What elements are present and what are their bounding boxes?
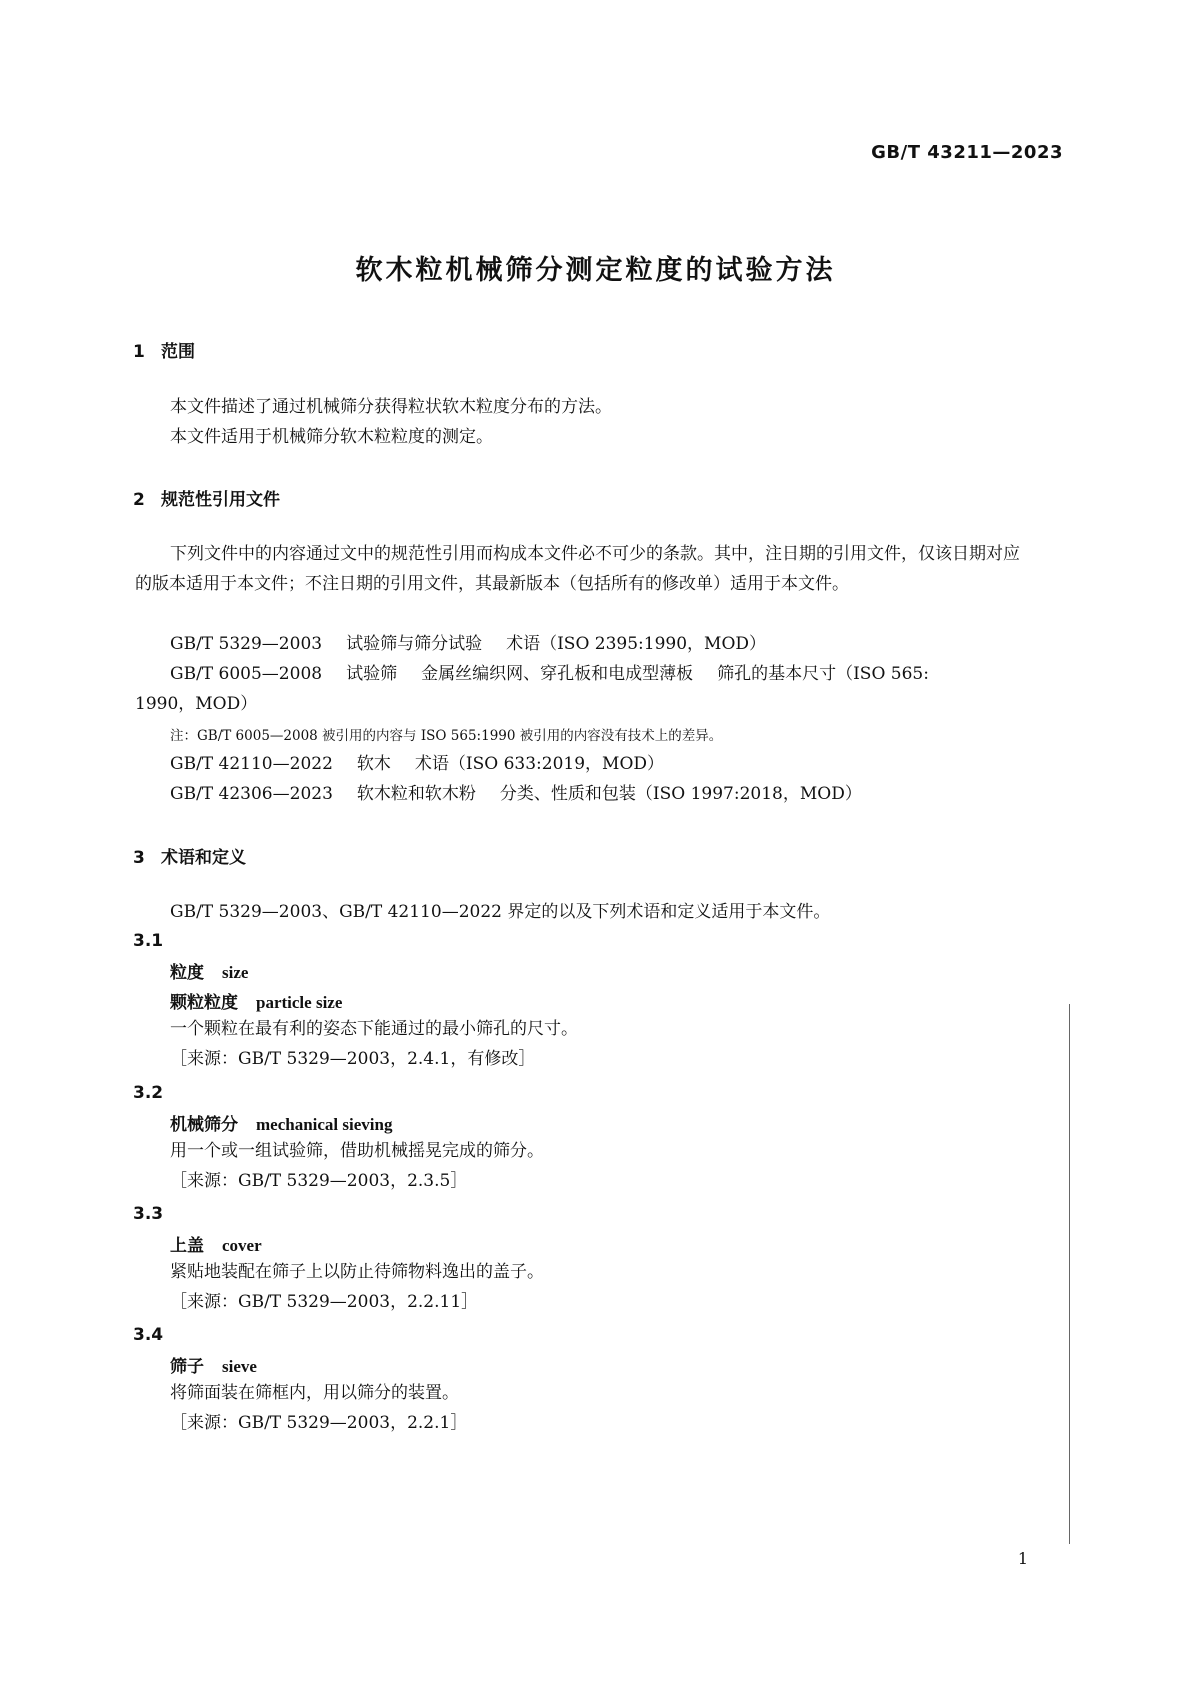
term-en: cover	[222, 1236, 262, 1255]
term-zh: 颗粒粒度	[170, 993, 238, 1013]
section-3-heading	[133, 843, 246, 868]
term-number: 3.3	[133, 1204, 164, 1224]
section-number: 2	[133, 490, 145, 510]
term-en: mechanical sieving	[256, 1115, 393, 1134]
term-number: 3.4	[133, 1325, 164, 1345]
term-heading	[170, 1110, 392, 1135]
term-number: 3.1	[133, 931, 164, 951]
term-zh: 筛子	[170, 1357, 204, 1377]
term-zh: 机械筛分	[170, 1115, 238, 1135]
document-title: 软木粒机械筛分测定粒度的试验方法	[355, 255, 836, 286]
term-source: ［来源：GB/T 5329—2003，2.3.5］	[170, 1171, 468, 1191]
term-en: size	[222, 963, 249, 982]
reference-title: 分类、性质和包装（ISO 1997:2018，MOD）	[499, 784, 862, 804]
term-source: ［来源：GB/T 5329—2003，2.2.11］	[170, 1292, 479, 1312]
reference-item	[170, 659, 929, 689]
term-heading-alt	[170, 988, 342, 1013]
term-source: ［来源：GB/T 5329—2003，2.2.1］	[170, 1413, 468, 1433]
reference-item	[170, 629, 766, 659]
section-number: 1	[133, 342, 145, 362]
reference-title: 试验筛与筛分试验	[346, 634, 483, 654]
term-zh: 粒度	[170, 963, 204, 983]
reference-continuation: 1990，MOD）	[135, 694, 258, 714]
scope-paragraph-2: 本文件适用于机械筛分软木粒粒度的测定。	[170, 427, 493, 447]
reference-code: GB/T 5329—2003	[170, 634, 323, 654]
term-definition: 紧贴地装配在筛子上以防止待筛物料逸出的盖子。	[170, 1262, 544, 1282]
reference-item	[170, 779, 862, 809]
term-heading	[170, 1231, 262, 1256]
normative-references-intro: 下列文件中的内容通过文中的规范性引用而构成本文件必不可少的条款。其中，注日期的引用文件，仅该日期对应的版本适用于本文件；不注日期的引用文件，其最新版本（包括所有的修改单）适用于本文件。	[135, 544, 1020, 594]
reference-code: GB/T 42306—2023	[170, 784, 333, 804]
term-zh: 上盖	[170, 1236, 204, 1256]
scope-paragraph-1: 本文件描述了通过机械筛分获得粒状软木粒度分布的方法。	[170, 397, 612, 417]
reference-item	[170, 749, 664, 779]
section-1-heading	[133, 337, 195, 362]
reference-title: 筛孔的基本尺寸（ISO 565:	[717, 664, 929, 684]
standard-number: GB/T 43211—2023	[871, 142, 1063, 163]
reference-title: 术语（ISO 2395:1990，MOD）	[506, 634, 767, 654]
margin-change-bar	[1069, 1004, 1070, 1544]
reference-title: 金属丝编织网、穿孔板和电成型薄板	[421, 664, 694, 684]
terms-intro: GB/T 5329—2003、GB/T 42110—2022 界定的以及下列术语和定义适用于本文件。	[170, 902, 831, 922]
section-title: 术语和定义	[161, 848, 246, 868]
term-definition: 将筛面装在筛框内，用以筛分的装置。	[170, 1383, 459, 1403]
section-title: 规范性引用文件	[161, 490, 280, 510]
term-heading	[170, 958, 248, 983]
reference-note: 注：GB/T 6005—2008 被引用的内容与 ISO 565:1990 被引用的内容没有技术上的差异。	[170, 728, 723, 744]
section-title: 范围	[161, 342, 195, 362]
term-en: particle size	[256, 993, 343, 1012]
term-definition: 一个颗粒在最有利的姿态下能通过的最小筛孔的尺寸。	[170, 1019, 578, 1039]
reference-code: GB/T 42110—2022	[170, 754, 333, 774]
term-en: sieve	[222, 1357, 257, 1376]
term-number: 3.2	[133, 1083, 164, 1103]
reference-code: GB/T 6005—2008	[170, 664, 323, 684]
section-number: 3	[133, 848, 145, 868]
term-source: ［来源：GB/T 5329—2003，2.4.1，有修改］	[170, 1049, 536, 1069]
reference-title: 术语（ISO 633:2019，MOD）	[414, 754, 665, 774]
term-definition: 用一个或一组试验筛，借助机械摇晃完成的筛分。	[170, 1141, 544, 1161]
reference-title: 试验筛	[346, 664, 398, 684]
term-heading	[170, 1352, 257, 1377]
reference-title: 软木	[356, 754, 391, 774]
section-2-heading	[133, 485, 280, 510]
reference-title: 软木粒和软木粉	[356, 784, 476, 804]
page-number: 1	[1017, 1549, 1028, 1568]
